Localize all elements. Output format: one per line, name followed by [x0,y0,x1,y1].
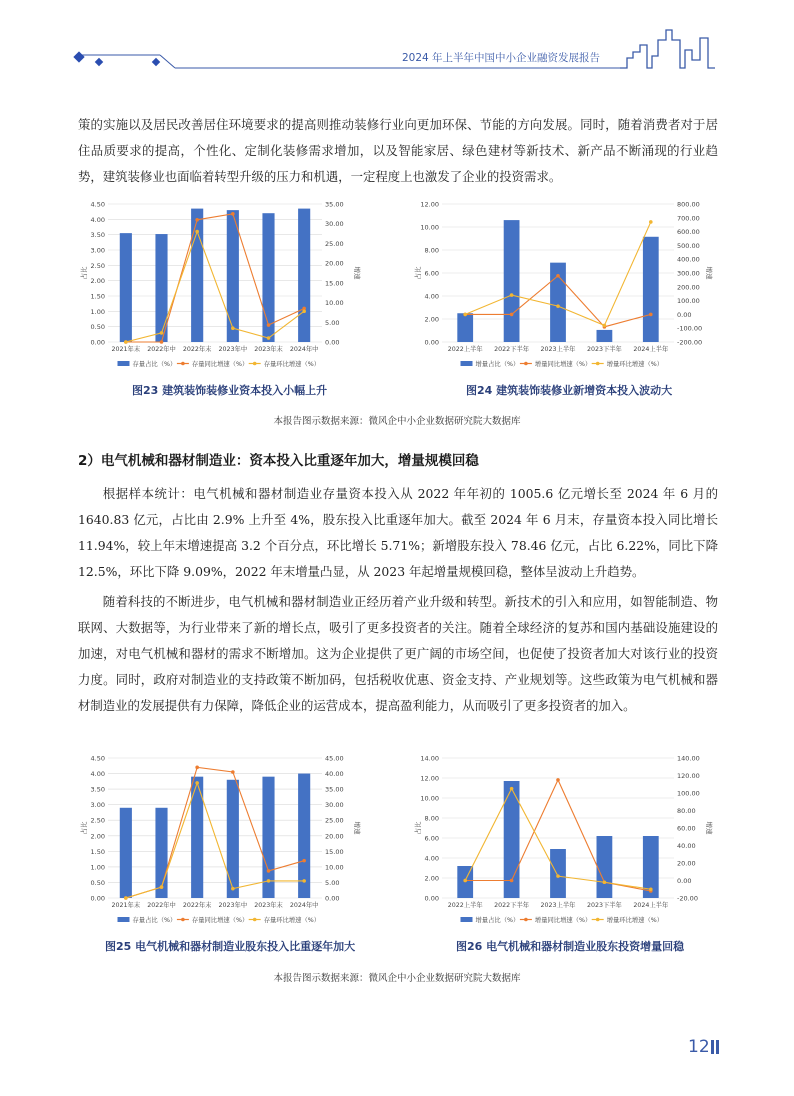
legend-marker [181,918,185,922]
x-tick-label: 2022年中 [147,346,176,353]
y2-tick-label: 20.00 [325,832,344,841]
legend-swatch [461,917,473,922]
bar [597,836,613,898]
y-tick-label: 0.00 [424,894,439,903]
legend-swatch [461,361,473,366]
caption-fig24: 图24 建筑装饰装修业新增资本投入波动大 [466,384,673,397]
y2-tick-label: 30.00 [325,220,344,229]
y-tick-label: 1.50 [90,292,105,301]
line-point [160,885,164,889]
y-axis-label: 占比 [80,821,88,835]
y2-axis-label: 增速 [353,821,361,835]
y2-tick-label: 10.00 [325,863,344,872]
y-tick-label: 4.50 [90,200,105,209]
y-tick-label: 1.00 [90,307,105,316]
y-tick-label: 3.00 [90,246,105,255]
y-tick-label: 6.00 [424,269,439,278]
bar [155,808,167,898]
x-tick-label: 2023上半年 [540,902,576,909]
series-line [126,767,304,898]
line-point [463,879,467,883]
x-tick-label: 2023下半年 [586,902,622,909]
y2-tick-label: 100.00 [677,297,700,306]
page-number: 12 [688,1037,710,1057]
x-tick-label: 2024上半年 [633,902,669,909]
x-tick-label: 2023上半年 [540,346,576,353]
line-point [195,230,199,234]
series-line [126,783,304,898]
line-point [510,879,514,883]
legend-marker [181,362,185,366]
y2-tick-label: 800.00 [677,200,700,209]
y-tick-label: 8.00 [424,246,439,255]
x-tick-label: 2022年末 [182,902,212,909]
y2-tick-label: 15.00 [325,847,344,856]
y-tick-label: 1.00 [90,863,105,872]
y2-axis-label: 增速 [353,266,361,280]
y-tick-label: 4.00 [90,770,105,779]
y-tick-label: 14.00 [420,754,439,763]
diamond-icon [73,51,84,62]
y-tick-label: 0.50 [90,878,105,887]
y-tick-label: 4.00 [424,854,439,863]
y-tick-label: 3.50 [90,785,105,794]
line-point [556,874,560,878]
y2-tick-label: 80.00 [677,807,696,815]
y2-tick-label: 45.00 [325,754,344,763]
y-tick-label: 2.00 [90,832,105,841]
legend-label: 存量环比增速（%） [263,917,321,924]
y-tick-label: 2.00 [90,277,105,286]
y2-tick-label: 0.00 [325,338,340,347]
bar [643,237,659,342]
x-tick-label: 2022年中 [147,902,176,909]
bar [457,313,473,342]
chart-fig26 [412,750,712,930]
legend-marker [596,918,600,922]
y-tick-label: 12.00 [420,774,439,783]
y2-tick-label: 300.00 [677,269,700,278]
y-tick-label: 2.50 [90,816,105,825]
y2-tick-label: 400.00 [677,255,700,264]
bar [597,330,613,342]
y-tick-label: 0.50 [90,323,105,332]
diamond-icon [152,58,160,66]
x-tick-label: 2022年末 [182,346,212,353]
y-tick-label: 0.00 [424,338,439,347]
y2-tick-label: 600.00 [677,228,700,237]
legend-marker [596,362,600,366]
legend-label: 存量环比增速（%） [263,361,321,368]
y2-tick-label: 5.00 [325,878,340,887]
chart-fig23 [78,196,360,374]
paragraph-3: 随着科技的不断进步，电气机械和器材制造业正经历着产业升级和转型。新技术的引入和应用，如智能制造、物联网、大数据等，为行业带来了新的增长点，吸引了更多投资者的关注。随着全球经济的复苏和国内基础设施建设的加速，对电气机械和器材的需求不断增加。这为企业提供了更广阔的市场空间，也促使了投资者加大对该行业的投资力度。同时，政府对制造业的支持政策不断加码，包括税收优惠、资金支持、产业规划等。这些政策为电气机械和器材制造业的发展提供有力保障，降低企业的运营成本，提高盈利能力，从而吸引了更多投资者的加入。 [78,594,718,713]
x-tick-label: 2022下半年 [494,902,530,909]
paragraph-2: 根据样本统计：电气机械和器材制造业存量资本投入从 2022 年年初的 1005.6 亿元增长至 2024 年 6 月的 1640.83 亿元，占比由 2.9% 上升至 4%，股东投入比重逐年加大。截至 2024 年 6 月末，存量资本投入同比增长 11.94%，较上年末增速提高 3.2 个百分点，环比增长 5.71%；新增股东投入 78.46 亿元，占比 6.22%，同比下降 12.5%，环比下降 9.09%，2022 年末增量凸显，从 2023 年起增量规模回稳，整体呈波动上升趋势。 [78,486,718,579]
y-tick-label: 8.00 [424,814,439,823]
bar [120,233,132,342]
line-point [160,331,164,335]
legend-marker [524,362,528,366]
y2-tick-label: 40.00 [325,770,344,779]
y-tick-label: 2.50 [90,261,105,270]
y2-tick-label: 0.00 [325,894,340,903]
line-point [302,859,306,863]
line-point [267,879,271,883]
legend-label: 增量占比（%） [475,361,520,368]
legend-label: 增量同比增速（%） [534,361,592,368]
y2-tick-label: -200.00 [677,338,703,347]
legend-marker [524,918,528,922]
line-point [302,309,306,313]
line-point [556,274,560,278]
y-axis-label: 占比 [80,266,88,280]
diamond-icon [95,58,103,66]
legend-label: 增量占比（%） [475,917,520,924]
y2-tick-label: 100.00 [677,789,700,798]
y-tick-label: 6.00 [424,834,439,843]
chart-fig25 [78,750,360,930]
y2-tick-label: 30.00 [325,801,344,810]
line-point [124,340,128,344]
legend-label: 增量环比增速（%） [606,361,664,368]
y2-axis-label: 增速 [705,266,713,280]
legend-label: 增量同比增速（%） [534,917,592,924]
caption-fig25: 图25 电气机械和器材制造业股东投入比重逐年加大 [105,940,356,953]
y-tick-label: 12.00 [420,200,439,209]
page-bars-icon [711,1040,721,1056]
y2-tick-label: 20.00 [677,859,696,868]
y2-tick-label: -20.00 [677,894,698,903]
x-tick-label: 2021年末 [111,346,141,353]
x-tick-label: 2022上半年 [447,346,483,353]
y-tick-label: 4.00 [90,215,105,224]
y2-tick-label: 35.00 [325,200,344,209]
y2-tick-label: 120.00 [677,772,700,780]
header-decoration [0,0,794,80]
report-title: 2024 年上半年中国中小企业融资发展报告 [402,52,601,64]
y-tick-label: 2.00 [424,315,439,324]
paragraph-1: 策的实施以及居民改善居住环境要求的提高则推动装修行业向更加环保、节能的方向发展。同时，随着消费者对于居住品质要求的提高，个性化、定制化装修需求增加，以及智能家居、绿色建材等新技术、新产品不断涌现的行业趋势，建筑装修业也面临着转型升级的压力和机遇，一定程度上也激发了企业的投资需求。 [78,117,718,184]
section-heading: 2）电气机械和器材制造业：资本投入比重逐年加大，增量规模回稳 [78,453,479,469]
line-point [463,313,467,317]
y2-tick-label: 15.00 [325,279,344,288]
series-line [126,232,304,342]
line-point [195,781,199,785]
line-point [510,293,514,297]
line-point [649,313,653,317]
x-tick-label: 2024年中 [289,346,319,353]
line-point [556,304,560,308]
chart-fig24 [412,196,712,374]
y-axis-label: 占比 [414,266,422,280]
y2-tick-label: 35.00 [325,785,344,794]
line-point [510,313,514,317]
x-tick-label: 2023年末 [254,346,283,353]
line-point [231,887,235,891]
x-tick-label: 2022上半年 [447,902,483,909]
line-point [302,879,306,883]
y-tick-label: 4.00 [424,292,439,301]
bar [120,808,132,898]
line-point [267,323,271,327]
series-line [126,214,304,342]
y2-axis-label: 增速 [705,821,713,835]
line-point [160,340,164,344]
y2-tick-label: 500.00 [677,241,700,250]
line-point [267,869,271,873]
y2-tick-label: 10.00 [325,299,344,308]
legend-label: 存量占比（%） [132,361,177,368]
x-tick-label: 2023年中 [218,346,248,353]
line-point [195,218,199,222]
x-tick-label: 2022下半年 [494,346,530,353]
line-point [124,896,128,900]
bar [504,220,520,342]
x-tick-label: 2024年中 [289,902,319,909]
legend-swatch [118,361,130,366]
x-tick-label: 2023下半年 [586,346,622,353]
y2-tick-label: 25.00 [325,816,344,825]
line-point [649,887,653,891]
bar [298,209,310,342]
bar [227,780,239,898]
x-tick-label: 2021年末 [111,902,141,909]
x-tick-label: 2023年末 [254,902,283,909]
bar [227,210,239,342]
x-tick-label: 2024上半年 [633,346,669,353]
y2-tick-label: 0.00 [677,877,692,885]
line-point [231,212,235,216]
line-point [556,778,560,782]
legend-swatch [118,917,130,922]
y-axis-label: 占比 [414,821,422,835]
legend-label: 增量环比增速（%） [606,917,664,924]
y2-tick-label: 25.00 [325,239,344,248]
y-tick-label: 3.00 [90,801,105,810]
legend-label: 存量占比（%） [132,917,177,924]
y2-tick-label: 140.00 [677,754,700,763]
line-point [603,880,607,884]
bar [550,849,566,898]
source-note-top: 本报告图示数据来源：微风企中小企业数据研究院大数据库 [273,416,521,427]
legend-label: 存量同比增速（%） [191,917,249,924]
caption-fig26: 图26 电气机械和器材制造业股东投资增量回稳 [456,940,685,953]
page-header [0,0,794,80]
line-point [267,336,271,340]
y-tick-label: 0.00 [90,894,105,903]
y2-tick-label: 0.00 [677,310,692,319]
y2-tick-label: 40.00 [677,842,696,850]
y-tick-label: 1.50 [90,847,105,856]
line-point [231,326,235,330]
x-tick-label: 2023年中 [218,902,248,909]
y2-tick-label: 5.00 [325,318,340,327]
legend-marker [253,362,257,366]
line-point [195,766,199,770]
skyline-icon [620,30,715,68]
line-point [603,324,607,328]
y2-tick-label: 60.00 [677,824,696,833]
y-tick-label: 2.00 [424,874,439,883]
y2-tick-label: 20.00 [325,259,344,268]
y2-tick-label: 200.00 [677,283,700,292]
y2-tick-label: 700.00 [677,214,700,223]
y-tick-label: 3.50 [90,231,105,240]
source-note-bottom: 本报告图示数据来源：微风企中小企业数据研究院大数据库 [273,973,521,984]
y2-tick-label: -100.00 [677,324,703,333]
y-tick-label: 0.00 [90,338,105,347]
y-tick-label: 10.00 [420,223,439,232]
legend-label: 存量同比增速（%） [191,361,249,368]
line-point [649,220,653,224]
bar [191,209,203,342]
line-point [231,770,235,774]
y-tick-label: 10.00 [420,794,439,803]
legend-marker [253,918,257,922]
line-point [510,787,514,791]
caption-fig23: 图23 建筑装饰装修业资本投入小幅上升 [132,384,328,397]
y-tick-label: 4.50 [90,754,105,763]
